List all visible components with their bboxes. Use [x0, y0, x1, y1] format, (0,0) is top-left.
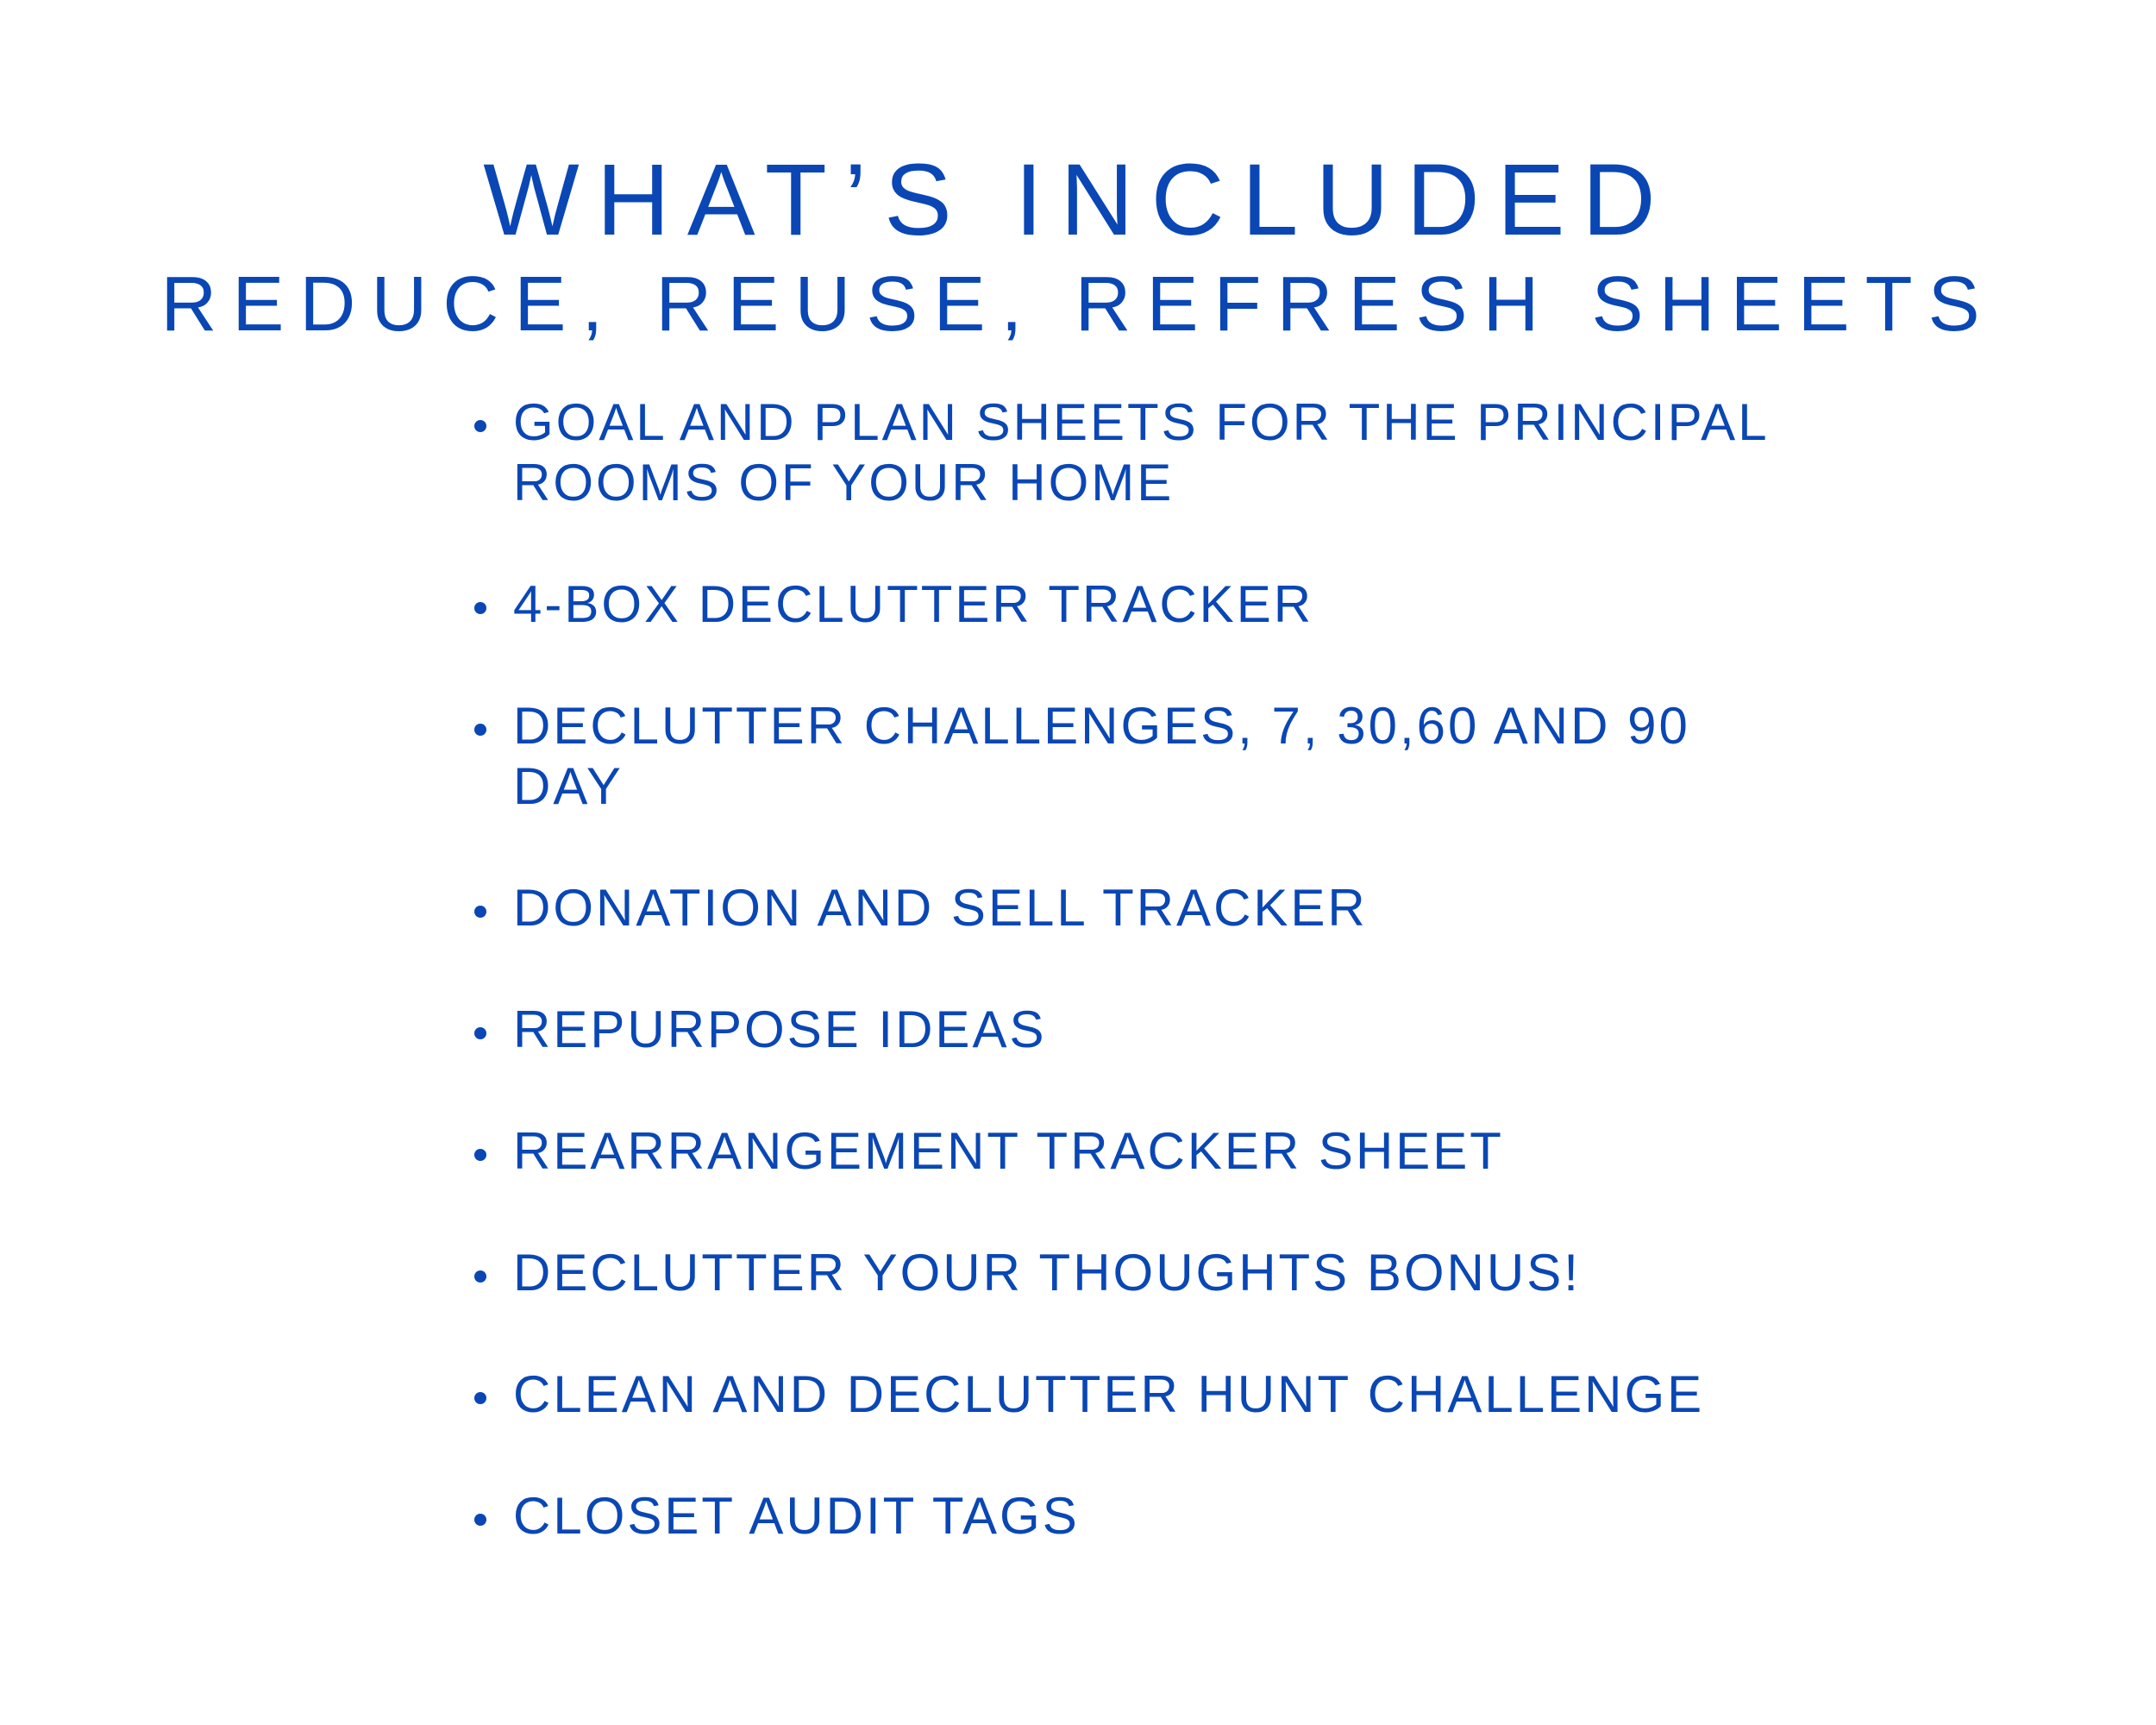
page-title: WHAT’S INCLUDED [483, 143, 1673, 257]
list-item [474, 1000, 1854, 1060]
bullet-icon [474, 1514, 486, 1526]
list-item-label: REARRANGEMENT TRACKER SHEET [513, 1122, 1504, 1180]
list-item [474, 696, 1854, 817]
list-item-label: CLOSET AUDIT TAGS [513, 1487, 1080, 1545]
list-item-label: REPURPOSE IDEAS [513, 1000, 1047, 1058]
list-item [474, 1243, 1854, 1303]
list-item-label: CLEAN AND DECLUTTER HUNT CHALLENGE [513, 1365, 1705, 1423]
bullet-icon [474, 1270, 486, 1283]
bullet-icon [474, 1392, 486, 1404]
list-item-label: 4-BOX DECLUTTER TRACKER [513, 575, 1314, 633]
list-item [474, 1486, 1854, 1546]
page-subtitle: REDUCE, REUSE, REFRESH SHEETS [160, 261, 1996, 348]
bullet-icon [474, 1027, 486, 1039]
list-item [474, 392, 1854, 513]
list-item-label: DECLUTTER YOUR THOUGHTS BONUS! [513, 1244, 1581, 1302]
list-item-label: GOAL AND PLAN SHEETS FOR THE PRINCIPAL ROOMS OF YOUR HOME [513, 393, 1768, 511]
bullet-icon [474, 602, 486, 614]
included-items-list [474, 392, 1854, 1608]
list-item-label: DONATION AND SELL TRACKER [513, 879, 1368, 937]
list-item [474, 878, 1854, 938]
bullet-icon [474, 906, 486, 918]
list-item [474, 574, 1854, 635]
list-item-label: DECLUTTER CHALLENGES, 7, 30,60 AND 90 DAY [513, 697, 1690, 815]
bullet-icon [474, 1149, 486, 1161]
list-item [474, 1364, 1854, 1425]
bullet-icon [474, 724, 486, 736]
list-item [474, 1121, 1854, 1182]
bullet-icon [474, 420, 486, 432]
